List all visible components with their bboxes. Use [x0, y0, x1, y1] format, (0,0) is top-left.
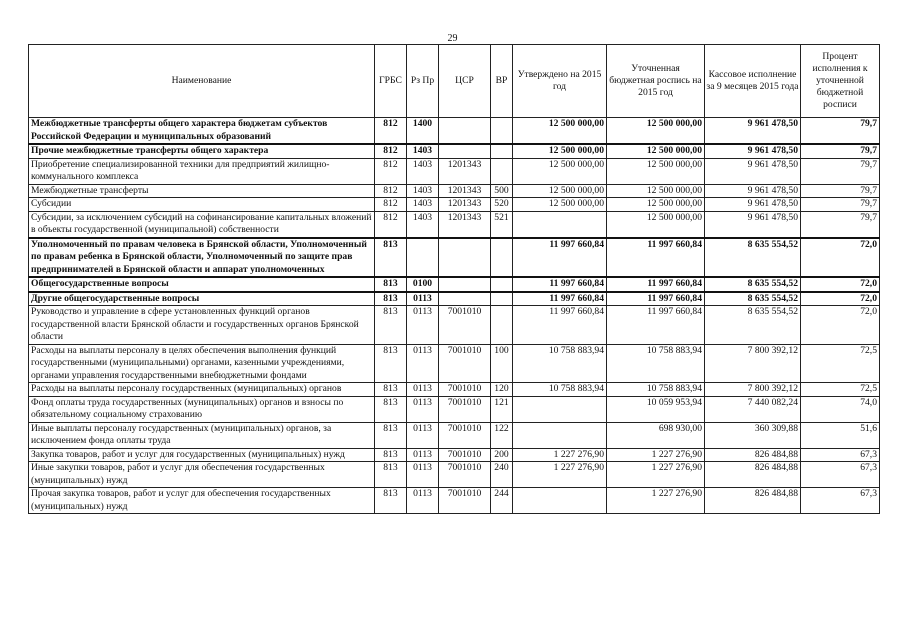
- cell-name: Расходы на выплаты персоналу государственных (муниципальных) органов: [29, 383, 375, 397]
- table-row: [29, 198, 880, 212]
- cell-name: Иные закупки товаров, работ и услуг для обеспечения государственных (муниципальных) нужд: [29, 462, 375, 488]
- cell-grbs: 813: [375, 277, 407, 292]
- cell-refined: 12 500 000,00: [607, 198, 705, 212]
- col-header-vr: ВР: [491, 45, 513, 118]
- cell-name: Другие общегосударственные вопросы: [29, 292, 375, 306]
- cell-rzpr: 0113: [407, 306, 439, 345]
- cell-approved: 11 997 660,84: [513, 277, 607, 292]
- cell-refined: 12 500 000,00: [607, 158, 705, 184]
- cell-percent: 79,7: [801, 144, 880, 158]
- cell-percent: 72,0: [801, 306, 880, 345]
- cell-name: Уполномоченный по правам человека в Брянской области, Уполномоченный по правам ребенка в Брянской области, Уполномоченный по защите прав предпринимателей в Брянской области и аппарат уполномоченных: [29, 238, 375, 278]
- cell-refined: 698 930,00: [607, 422, 705, 448]
- cell-percent: 79,7: [801, 211, 880, 238]
- cell-csr: 7001010: [439, 383, 491, 397]
- cell-percent: 72,0: [801, 277, 880, 292]
- col-header-grbs: ГРБС: [375, 45, 407, 118]
- cell-name: Иные выплаты персоналу государственных (муниципальных) органов, за исключением фонда оплаты труда: [29, 422, 375, 448]
- table-body: [29, 118, 880, 514]
- col-header-cash: Кассовое исполнение за 9 месяцев 2015 года: [705, 45, 801, 118]
- cell-cash: 8 635 554,52: [705, 306, 801, 345]
- cell-refined: 11 997 660,84: [607, 277, 705, 292]
- cell-cash: 826 484,88: [705, 462, 801, 488]
- cell-grbs: 813: [375, 422, 407, 448]
- cell-rzpr: 1400: [407, 118, 439, 145]
- cell-cash: 8 635 554,52: [705, 277, 801, 292]
- cell-name: Субсидии, за исключением субсидий на софинансирование капитальных вложений в объекты государственной (муниципальной) собственности: [29, 211, 375, 238]
- cell-refined: 10 758 883,94: [607, 383, 705, 397]
- cell-approved: 12 500 000,00: [513, 144, 607, 158]
- cell-rzpr: 0113: [407, 448, 439, 462]
- cell-csr: 7001010: [439, 396, 491, 422]
- cell-vr: 120: [491, 383, 513, 397]
- cell-percent: 51,6: [801, 422, 880, 448]
- cell-cash: 8 635 554,52: [705, 238, 801, 278]
- cell-refined: 11 997 660,84: [607, 292, 705, 306]
- table-row: [29, 488, 880, 514]
- cell-grbs: 812: [375, 118, 407, 145]
- cell-refined: 11 997 660,84: [607, 306, 705, 345]
- cell-cash: 9 961 478,50: [705, 158, 801, 184]
- cell-vr: [491, 292, 513, 306]
- cell-approved: 12 500 000,00: [513, 118, 607, 145]
- cell-vr: 520: [491, 198, 513, 212]
- cell-csr: 1201343: [439, 184, 491, 198]
- cell-cash: 9 961 478,50: [705, 198, 801, 212]
- cell-grbs: 813: [375, 462, 407, 488]
- cell-grbs: 813: [375, 306, 407, 345]
- cell-vr: [491, 144, 513, 158]
- cell-name: Закупка товаров, работ и услуг для государственных (муниципальных) нужд: [29, 448, 375, 462]
- cell-percent: 79,7: [801, 184, 880, 198]
- cell-rzpr: 0113: [407, 462, 439, 488]
- cell-grbs: 813: [375, 238, 407, 278]
- cell-grbs: 812: [375, 158, 407, 184]
- cell-approved: [513, 211, 607, 238]
- cell-rzpr: 0113: [407, 396, 439, 422]
- cell-refined: 1 227 276,90: [607, 462, 705, 488]
- cell-percent: 79,7: [801, 118, 880, 145]
- cell-grbs: 812: [375, 211, 407, 238]
- cell-csr: 1201343: [439, 158, 491, 184]
- cell-vr: [491, 118, 513, 145]
- col-header-percent: Процент исполнения к уточненной бюджетной росписи: [801, 45, 880, 118]
- cell-name: Приобретение специализированной техники для предприятий жилищно-коммунального комплекса: [29, 158, 375, 184]
- cell-name: Прочая закупка товаров, работ и услуг для обеспечения государственных (муниципальных) нужд: [29, 488, 375, 514]
- cell-csr: [439, 118, 491, 145]
- cell-name: Межбюджетные трансферты общего характера бюджетам субъектов Российской Федерации и муниципальных образований: [29, 118, 375, 145]
- cell-cash: 9 961 478,50: [705, 211, 801, 238]
- table-row: [29, 211, 880, 238]
- budget-table: [28, 44, 880, 514]
- col-header-name: Наименование: [29, 45, 375, 118]
- cell-csr: 7001010: [439, 306, 491, 345]
- cell-grbs: 813: [375, 383, 407, 397]
- cell-rzpr: 0113: [407, 488, 439, 514]
- cell-grbs: 813: [375, 396, 407, 422]
- cell-name: Руководство и управление в сфере установленных функций органов государственной власти Брянской области и государственных органов Брянской области: [29, 306, 375, 345]
- cell-name: Прочие межбюджетные трансферты общего характера: [29, 144, 375, 158]
- cell-approved: 1 227 276,90: [513, 462, 607, 488]
- cell-approved: 10 758 883,94: [513, 344, 607, 383]
- cell-name: Расходы на выплаты персоналу в целях обеспечения выполнения функций государственными (муниципальными) органами, казенными учреждениями, органами управления государственными внебюджетными фондами: [29, 344, 375, 383]
- cell-cash: 8 635 554,52: [705, 292, 801, 306]
- cell-cash: 7 800 392,12: [705, 383, 801, 397]
- cell-name: Общегосударственные вопросы: [29, 277, 375, 292]
- table-row: [29, 383, 880, 397]
- table-row: [29, 158, 880, 184]
- cell-refined: 12 500 000,00: [607, 211, 705, 238]
- cell-approved: [513, 422, 607, 448]
- cell-percent: 67,3: [801, 462, 880, 488]
- cell-vr: 100: [491, 344, 513, 383]
- header-row: [29, 45, 880, 118]
- cell-approved: 10 758 883,94: [513, 383, 607, 397]
- cell-rzpr: 0113: [407, 344, 439, 383]
- cell-percent: 67,3: [801, 488, 880, 514]
- cell-refined: 12 500 000,00: [607, 118, 705, 145]
- cell-approved: 12 500 000,00: [513, 158, 607, 184]
- cell-approved: 1 227 276,90: [513, 448, 607, 462]
- cell-grbs: 812: [375, 198, 407, 212]
- cell-vr: [491, 238, 513, 278]
- cell-percent: 72,5: [801, 383, 880, 397]
- cell-cash: 9 961 478,50: [705, 144, 801, 158]
- cell-approved: 12 500 000,00: [513, 184, 607, 198]
- cell-cash: 9 961 478,50: [705, 118, 801, 145]
- cell-rzpr: [407, 238, 439, 278]
- page-number: 29: [447, 33, 458, 44]
- cell-grbs: 813: [375, 448, 407, 462]
- cell-rzpr: 1403: [407, 184, 439, 198]
- table-row: [29, 292, 880, 306]
- cell-grbs: 813: [375, 488, 407, 514]
- table-row: [29, 144, 880, 158]
- table-row: [29, 306, 880, 345]
- cell-name: Фонд оплаты труда государственных (муниципальных) органов и взносы по обязательному социальному страхованию: [29, 396, 375, 422]
- cell-cash: 826 484,88: [705, 488, 801, 514]
- cell-vr: 240: [491, 462, 513, 488]
- table-row: [29, 277, 880, 292]
- cell-approved: 11 997 660,84: [513, 292, 607, 306]
- cell-rzpr: 0113: [407, 383, 439, 397]
- cell-refined: 10 059 953,94: [607, 396, 705, 422]
- cell-csr: 7001010: [439, 488, 491, 514]
- cell-refined: 1 227 276,90: [607, 448, 705, 462]
- col-header-csr: ЦСР: [439, 45, 491, 118]
- cell-grbs: 812: [375, 144, 407, 158]
- cell-vr: 200: [491, 448, 513, 462]
- table-row: [29, 448, 880, 462]
- cell-csr: 7001010: [439, 422, 491, 448]
- cell-vr: [491, 306, 513, 345]
- cell-refined: 10 758 883,94: [607, 344, 705, 383]
- cell-vr: [491, 277, 513, 292]
- cell-csr: [439, 277, 491, 292]
- cell-refined: 11 997 660,84: [607, 238, 705, 278]
- cell-vr: [491, 158, 513, 184]
- cell-percent: 72,0: [801, 238, 880, 278]
- cell-vr: 244: [491, 488, 513, 514]
- cell-grbs: 813: [375, 344, 407, 383]
- cell-rzpr: 1403: [407, 198, 439, 212]
- col-header-rzpr: Рз Пр: [407, 45, 439, 118]
- cell-cash: 9 961 478,50: [705, 184, 801, 198]
- cell-csr: [439, 238, 491, 278]
- cell-csr: [439, 292, 491, 306]
- table-row: [29, 344, 880, 383]
- cell-name: Межбюджетные трансферты: [29, 184, 375, 198]
- cell-refined: 1 227 276,90: [607, 488, 705, 514]
- cell-cash: 826 484,88: [705, 448, 801, 462]
- cell-csr: 1201343: [439, 198, 491, 212]
- cell-cash: 7 440 082,24: [705, 396, 801, 422]
- table-row: [29, 396, 880, 422]
- table-row: [29, 422, 880, 448]
- cell-rzpr: 1403: [407, 158, 439, 184]
- cell-approved: 11 997 660,84: [513, 306, 607, 345]
- cell-name: Субсидии: [29, 198, 375, 212]
- cell-csr: [439, 144, 491, 158]
- cell-csr: 7001010: [439, 448, 491, 462]
- table-row: [29, 184, 880, 198]
- table-row: [29, 462, 880, 488]
- cell-rzpr: 0100: [407, 277, 439, 292]
- cell-vr: 121: [491, 396, 513, 422]
- cell-cash: 7 800 392,12: [705, 344, 801, 383]
- cell-percent: 79,7: [801, 158, 880, 184]
- cell-vr: 521: [491, 211, 513, 238]
- cell-vr: 122: [491, 422, 513, 448]
- cell-rzpr: 0113: [407, 292, 439, 306]
- cell-cash: 360 309,88: [705, 422, 801, 448]
- cell-percent: 67,3: [801, 448, 880, 462]
- cell-vr: 500: [491, 184, 513, 198]
- cell-rzpr: 1403: [407, 211, 439, 238]
- cell-csr: 7001010: [439, 344, 491, 383]
- cell-percent: 79,7: [801, 198, 880, 212]
- cell-approved: [513, 488, 607, 514]
- cell-refined: 12 500 000,00: [607, 184, 705, 198]
- cell-csr: 1201343: [439, 211, 491, 238]
- table-row: [29, 238, 880, 278]
- cell-approved: [513, 396, 607, 422]
- cell-percent: 72,5: [801, 344, 880, 383]
- cell-grbs: 813: [375, 292, 407, 306]
- cell-csr: 7001010: [439, 462, 491, 488]
- col-header-refined: Уточненная бюджетная роспись на 2015 год: [607, 45, 705, 118]
- cell-rzpr: 0113: [407, 422, 439, 448]
- col-header-approved: Утверждено на 2015 год: [513, 45, 607, 118]
- cell-approved: 12 500 000,00: [513, 198, 607, 212]
- table-row: [29, 118, 880, 145]
- cell-grbs: 812: [375, 184, 407, 198]
- cell-approved: 11 997 660,84: [513, 238, 607, 278]
- cell-rzpr: 1403: [407, 144, 439, 158]
- cell-refined: 12 500 000,00: [607, 144, 705, 158]
- cell-percent: 74,0: [801, 396, 880, 422]
- cell-percent: 72,0: [801, 292, 880, 306]
